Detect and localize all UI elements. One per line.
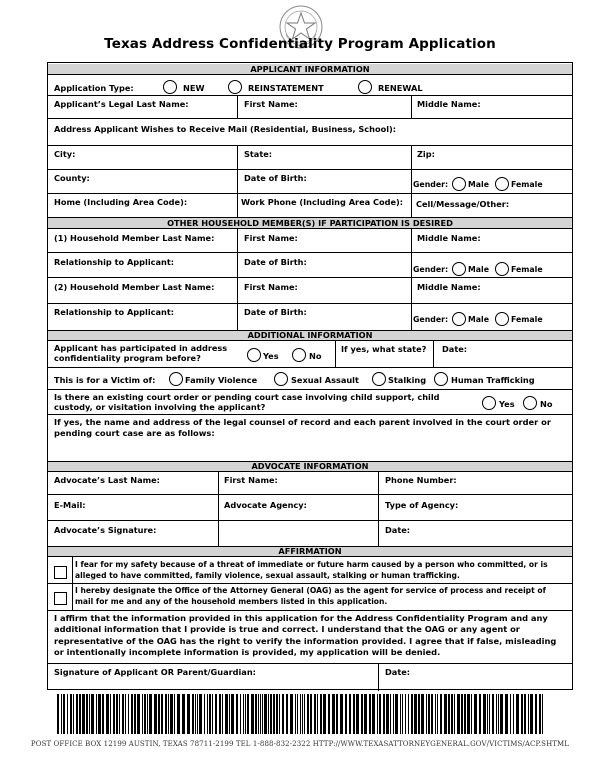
section-advocate-information: ADVOCATE INFORMATION [48,462,572,471]
victim-sexual-assault-radio[interactable] [274,372,288,386]
advocate-date-field[interactable]: Date: [385,525,411,535]
victim-human-trafficking-radio[interactable] [434,372,448,386]
section-affirmation: AFFIRMATION [48,547,572,556]
applicant-gender-female-label: Female [511,180,543,189]
court-order-no-radio[interactable] [523,396,537,410]
member1-relationship-field[interactable]: Relationship to Applicant: [54,257,175,267]
member2-gender-label: Gender: [413,315,449,324]
victim-human-trafficking-label: Human Trafficking [451,375,535,385]
applicant-gender-male-radio[interactable] [452,177,466,191]
legal-counsel-field[interactable]: If yes, the name and address of the legal counsel of record and each parent involved in the court order or pending court case are as follows: [54,417,551,439]
member2-last-name-field[interactable]: (2) Household Member Last Name: [54,282,215,292]
radio-reinstatement-label: REINSTATEMENT [248,83,324,93]
member1-gender-label: Gender: [413,265,449,274]
applicant-last-name-field[interactable]: Applicant’s Legal Last Name: [54,99,189,109]
advocate-agency-type-field[interactable]: Type of Agency: [385,500,459,510]
application-type-label: Application Type: [54,83,134,93]
footer-contact: POST OFFICE BOX 12199 AUSTIN, TEXAS 78711-2199 TEL 1-888-832-2322 HTTP://WWW.TEXASATTORNEYGENERAL.GOV/VICTIMS/ACP.SHTML [30,740,570,748]
section-applicant-information: APPLICANT INFORMATION [48,64,572,74]
applicant-gender-male-label: Male [468,180,489,189]
applicant-first-name-field[interactable]: First Name: [244,99,298,109]
member1-gender-male-radio[interactable] [452,262,466,276]
radio-renewal-label: RENEWAL [378,83,423,93]
court-order-question: Is there an existing court order or pending court case involving child support, child custody, or visitation involving the applicant? [54,392,440,412]
member2-middle-name-field[interactable]: Middle Name: [417,282,481,292]
designate-oag-statement: I hereby designate the Office of the Attorney General (OAG) as the agent for service of process and receipt of mail for me and any of the household members listed in this application. [75,586,546,606]
barcode [57,694,545,734]
victim-family-violence-label: Family Violence [185,375,258,385]
member1-last-name-field[interactable]: (1) Household Member Last Name: [54,233,215,243]
cell-phone-field[interactable]: Cell/Message/Other: [416,199,510,209]
radio-new[interactable] [163,80,177,94]
member1-middle-name-field[interactable]: Middle Name: [417,233,481,243]
member2-gender-female-radio[interactable] [495,312,509,326]
mailing-address-field[interactable]: Address Applicant Wishes to Receive Mail (Residential, Business, School): [54,124,397,134]
member2-relationship-field[interactable]: Relationship to Applicant: [54,307,175,317]
prior-participation-yes-label: Yes [263,351,279,361]
county-field[interactable]: County: [54,173,90,183]
applicant-signature-date-field[interactable]: Date: [385,667,411,677]
fear-for-safety-checkbox[interactable] [54,566,67,579]
advocate-agency-field[interactable]: Advocate Agency: [224,500,307,510]
zip-field[interactable]: Zip: [417,149,435,159]
member1-dob-field[interactable]: Date of Birth: [244,257,307,267]
city-field[interactable]: City: [54,149,76,159]
applicant-middle-name-field[interactable]: Middle Name: [417,99,481,109]
applicant-dob-field[interactable]: Date of Birth: [244,173,307,183]
victim-of-label: This is for a Victim of: [54,375,156,385]
advocate-email-field[interactable]: E-Mail: [54,500,86,510]
member1-gender-male-label: Male [468,265,489,274]
fear-for-safety-statement: I fear for my safety because of a threat of immediate or future harm caused by a person who committed, or is alleged to have committed, family violence, sexual assault, stalking or human trafficking. [75,560,548,580]
home-phone-field[interactable]: Home (Including Area Code): [54,197,188,207]
advocate-signature-field[interactable]: Advocate’s Signature: [54,525,157,535]
advocate-phone-field[interactable]: Phone Number: [385,475,457,485]
court-order-yes-label: Yes [499,399,515,409]
member1-gender-female-label: Female [511,265,543,274]
prior-participation-no-label: No [309,351,322,361]
affirmation-statement: I affirm that the information provided in this application for the Address Confidentiality Program and any additional information that I provide is true and correct. I understand that the OAG or any agent or representative of the OAG has the right to verify the information provided. I agree that if false, misleading or intentionally incomplete information is provided, my application will be denied. [54,613,557,658]
victim-stalking-radio[interactable] [372,372,386,386]
advocate-first-name-field[interactable]: First Name: [224,475,278,485]
member2-first-name-field[interactable]: First Name: [244,282,298,292]
prior-date-field[interactable]: Date: [442,344,468,354]
member2-gender-female-label: Female [511,315,543,324]
section-household-members: OTHER HOUSEHOLD MEMBER(S) IF PARTICIPATION IS DESIRED [48,218,572,228]
prior-state-field[interactable]: If yes, what state? [341,344,427,354]
member2-dob-field[interactable]: Date of Birth: [244,307,307,317]
designate-oag-checkbox[interactable] [54,592,67,605]
applicant-gender-female-radio[interactable] [495,177,509,191]
radio-reinstatement[interactable] [228,80,242,94]
prior-participation-question: Applicant has participated in address confidentiality program before? [54,343,228,363]
prior-participation-no-radio[interactable] [292,348,306,362]
page-title: Texas Address Confidentiality Program Application [104,36,496,52]
applicant-gender-label: Gender: [413,180,449,189]
victim-stalking-label: Stalking [388,375,427,385]
work-phone-field[interactable]: Work Phone (Including Area Code): [241,197,404,207]
prior-participation-yes-radio[interactable] [247,348,261,362]
advocate-last-name-field[interactable]: Advocate’s Last Name: [54,475,160,485]
court-order-yes-radio[interactable] [482,396,496,410]
victim-sexual-assault-label: Sexual Assault [291,375,359,385]
court-order-no-label: No [540,399,553,409]
radio-renewal[interactable] [358,80,372,94]
applicant-signature-field[interactable]: Signature of Applicant OR Parent/Guardian: [54,667,256,677]
member2-gender-male-label: Male [468,315,489,324]
radio-new-label: NEW [183,83,205,93]
victim-family-violence-radio[interactable] [169,372,183,386]
section-additional-information: ADDITIONAL INFORMATION [48,331,572,340]
member1-gender-female-radio[interactable] [495,262,509,276]
state-field[interactable]: State: [244,149,273,159]
member1-first-name-field[interactable]: First Name: [244,233,298,243]
application-form [47,62,573,690]
member2-gender-male-radio[interactable] [452,312,466,326]
